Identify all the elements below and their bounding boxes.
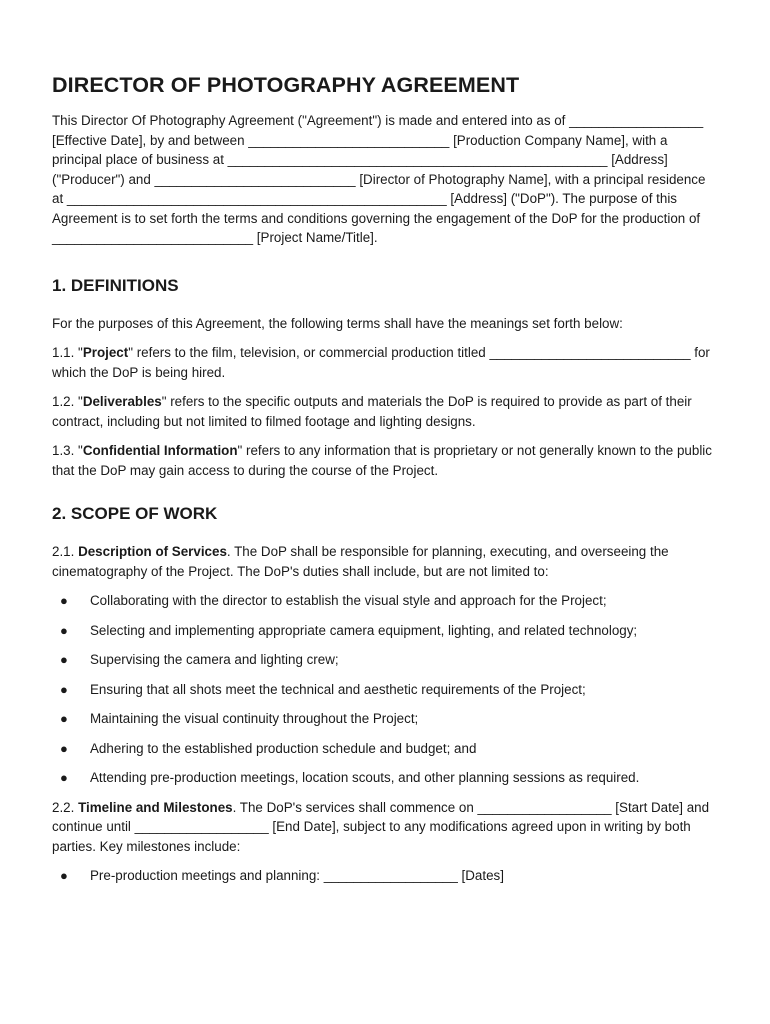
milestones-list xyxy=(52,866,720,886)
document-page xyxy=(52,72,720,896)
bullet-icon: ● xyxy=(60,740,68,756)
bullet-icon: ● xyxy=(60,711,68,726)
list-item xyxy=(52,709,720,729)
clause-term: Timeline and Milestones xyxy=(78,799,233,815)
bullet-icon: ● xyxy=(60,593,68,608)
list-item-text: Supervising the camera and lighting crew; xyxy=(90,652,339,667)
clause-prefix: 1.3. " xyxy=(52,443,83,458)
bullet-icon: ● xyxy=(60,622,68,638)
list-item xyxy=(52,680,720,700)
list-item-text: Attending pre-production meetings, location scouts, and other planning sessions as required. xyxy=(90,770,640,785)
intro-paragraph: This Director Of Photography Agreement ("Agreement") is made and entered into as of __________________ [Effective Date], by and between ___________________________ [Production Company Name], with a principal place of business at ___________________________________________________ [Address] ("Producer") and ___________________________ [Director of Photography Name], with a principal residence at ___________________________________________________ [Address] ("DoP"). The purpose of this Agreement is to set forth the terms and conditions governing the engagement of the DoP for the production of ___________________________ [Project Name/Title]. xyxy=(52,113,706,245)
clause-text: " refers to any information that is proprietary or not generally known to the public that the DoP may gain access to during the course of the Project. xyxy=(52,443,712,478)
clause-term: Description of Services xyxy=(78,544,227,559)
list-item-text: Adhering to the established production schedule and budget; and xyxy=(90,740,477,756)
clause-prefix: 2.1. xyxy=(52,544,79,559)
clause-prefix: 2.2. xyxy=(52,799,79,815)
section-heading-definitions: 1. DEFINITIONS xyxy=(52,275,179,295)
duties-list xyxy=(52,591,720,788)
list-item xyxy=(52,621,720,641)
defined-term: Project xyxy=(82,345,129,360)
list-item xyxy=(52,866,720,886)
definition-confidential-information xyxy=(52,441,720,480)
bullet-icon: ● xyxy=(60,770,68,785)
clause-description-of-services xyxy=(52,542,720,581)
definition-deliverables xyxy=(52,392,720,431)
bullet-icon: ● xyxy=(60,681,68,697)
clause-prefix: 1.1. " xyxy=(52,345,83,360)
clause-text: " refers to the specific outputs and materials the DoP is required to provide as part of their contract, including but not limited to filmed footage and lighting designs. xyxy=(52,394,692,429)
definitions-lead: For the purposes of this Agreement, the following terms shall have the meanings set forth below: xyxy=(52,315,623,331)
list-item-text: Collaborating with the director to establish the visual style and approach for the Project; xyxy=(90,593,607,608)
defined-term: Confidential Information xyxy=(82,443,238,458)
list-item xyxy=(52,591,720,611)
list-item xyxy=(52,768,720,788)
list-item xyxy=(52,650,720,670)
defined-term: Deliverables xyxy=(82,394,162,409)
list-item-text: Selecting and implementing appropriate camera equipment, lighting, and related technology; xyxy=(90,622,638,638)
section-heading-scope-of-work: 2. SCOPE OF WORK xyxy=(52,504,218,523)
document-title: DIRECTOR OF PHOTOGRAPHY AGREEMENT xyxy=(52,73,520,97)
definition-project xyxy=(52,343,720,382)
list-item-text: Pre-production meetings and planning: __________________ [Dates] xyxy=(90,868,504,883)
list-item-text: Ensuring that all shots meet the technical and aesthetic requirements of the Project; xyxy=(90,681,586,697)
clause-timeline-and-milestones xyxy=(52,798,720,857)
bullet-icon: ● xyxy=(60,652,68,667)
bullet-icon: ● xyxy=(60,868,68,883)
clause-text: . The DoP shall be responsible for planning, executing, and overseeing the cinematography of the Project. The DoP's duties shall include, but are not limited to: xyxy=(52,544,669,579)
list-item-text: Maintaining the visual continuity throughout the Project; xyxy=(90,711,419,726)
list-item xyxy=(52,739,720,759)
clause-prefix: 1.2. " xyxy=(52,394,83,409)
clause-text: . The DoP's services shall commence on __________________ [Start Date] and continue until __________________ [End Date], subject to any modifications agreed upon in writing by both parties. Key milestones include: xyxy=(52,799,710,854)
clause-text: " refers to the film, television, or commercial production titled ___________________________ for which the DoP is being hired. xyxy=(52,345,710,380)
